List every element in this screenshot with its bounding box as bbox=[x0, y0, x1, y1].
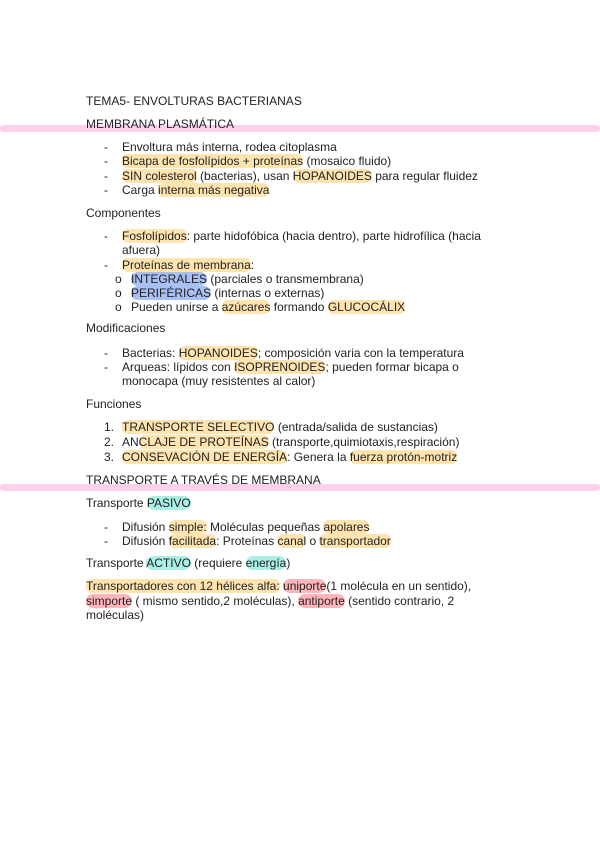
text: (internas o externas) bbox=[211, 286, 325, 300]
section-heading-componentes: Componentes bbox=[86, 206, 161, 220]
sub-list-item bbox=[131, 286, 324, 300]
list-item: Envoltura más interna, rodea citoplasma bbox=[122, 140, 337, 154]
text: Transporte bbox=[86, 496, 147, 510]
text: Bacterias: bbox=[122, 346, 179, 360]
text: o bbox=[306, 534, 320, 548]
highlight: antiporte bbox=[298, 594, 345, 608]
text: ( mismo sentido,2 moléculas), bbox=[132, 594, 299, 608]
text: Arqueas: lípidos con bbox=[122, 360, 235, 374]
bullet-dash: - bbox=[104, 140, 108, 154]
text: Difusión bbox=[122, 520, 169, 534]
text: formando bbox=[270, 300, 328, 314]
text: (sentido contrario, 2 bbox=[344, 594, 455, 608]
list-number: 2. bbox=[104, 435, 115, 449]
highlight: INTEGRALES bbox=[131, 272, 208, 286]
list-item bbox=[122, 169, 478, 183]
section-heading-membrana: MEMBRANA PLASMÁTICA bbox=[86, 117, 235, 131]
bullet-dash: - bbox=[104, 154, 108, 168]
text: : bbox=[250, 258, 255, 272]
sub-list-item bbox=[131, 300, 405, 314]
highlight: Bicapa de fosfolípidos + proteínas bbox=[122, 154, 304, 168]
highlight: Proteínas de membrana bbox=[122, 258, 251, 272]
text: Carga bbox=[122, 183, 159, 197]
subheading-activo bbox=[86, 556, 290, 570]
list-item-continuation: afuera) bbox=[122, 243, 161, 257]
text: (1 molécula en un sentido), bbox=[326, 579, 472, 593]
list-item bbox=[122, 435, 459, 449]
highlight: simporte bbox=[86, 594, 133, 608]
text: AN bbox=[122, 435, 139, 449]
list-item bbox=[122, 420, 438, 434]
highlight: Fosfolípidos bbox=[122, 229, 187, 243]
highlight: CONSEVACIÓN DE ENERGÍA bbox=[122, 450, 288, 464]
section-heading-modificaciones: Modificaciones bbox=[86, 321, 166, 335]
highlight: canal bbox=[277, 534, 307, 548]
highlight: PASIVO bbox=[146, 496, 191, 510]
bullet-circle: o bbox=[115, 272, 122, 286]
highlight: TRANSPORTE SELECTIVO bbox=[122, 420, 275, 434]
list-item-continuation: monocapa (muy resistentes al calor) bbox=[122, 374, 316, 388]
list-item bbox=[122, 183, 269, 197]
highlight: CLAJE DE PROTEÍNAS bbox=[138, 435, 269, 449]
text: para regular fluidez bbox=[371, 169, 478, 183]
highlight: HOPANOIDES bbox=[178, 346, 258, 360]
highlight: apolares bbox=[323, 520, 370, 534]
text: ; pueden formar bicapa o bbox=[325, 360, 459, 374]
paragraph-line: moléculas) bbox=[86, 608, 145, 622]
highlight: ACTIVO bbox=[146, 556, 191, 570]
highlight: PERIFÉRICAS bbox=[131, 286, 212, 300]
highlight: ISOPRENOIDES bbox=[234, 360, 326, 374]
text: Pueden unirse a bbox=[131, 300, 222, 314]
list-number: 1. bbox=[104, 420, 115, 434]
list-item bbox=[122, 229, 481, 243]
text: (parciales o transmembrana) bbox=[207, 272, 364, 286]
list-number: 3. bbox=[104, 450, 115, 464]
text: Difusión bbox=[122, 534, 169, 548]
text: (entrada/salida de sustancias) bbox=[274, 420, 438, 434]
list-item bbox=[122, 346, 464, 360]
section-heading-funciones: Funciones bbox=[86, 397, 142, 411]
highlight: uniporte bbox=[283, 579, 327, 593]
list-item bbox=[122, 154, 391, 168]
bullet-dash: - bbox=[104, 534, 108, 548]
bullet-dash: - bbox=[104, 183, 108, 197]
highlight: fuerza protón-motriz bbox=[349, 450, 458, 464]
bullet-dash: - bbox=[104, 346, 108, 360]
list-item bbox=[122, 534, 391, 548]
highlight: SIN colesterol bbox=[122, 169, 197, 183]
text: : parte hidofóbica (hacia dentro), parte hidrofílica (hacia bbox=[186, 229, 481, 243]
bullet-dash: - bbox=[104, 169, 108, 183]
sub-list-item bbox=[131, 272, 364, 286]
bullet-circle: o bbox=[115, 300, 122, 314]
text: Transporte bbox=[86, 556, 147, 570]
text: : Genera la bbox=[287, 450, 350, 464]
text: ; composición varia con la temperatura bbox=[257, 346, 464, 360]
highlight: facilitada bbox=[168, 534, 217, 548]
highlight: transportador bbox=[319, 534, 391, 548]
paragraph-line bbox=[86, 579, 471, 593]
bullet-dash: - bbox=[104, 258, 108, 272]
highlight: simple: bbox=[168, 520, 207, 534]
list-item bbox=[122, 520, 369, 534]
document-title: TEMA5- ENVOLTURAS BACTERIANAS bbox=[86, 94, 302, 108]
text: ) bbox=[286, 556, 291, 570]
bullet-circle: o bbox=[115, 286, 122, 300]
highlight: interna más negativa bbox=[158, 183, 270, 197]
text: (transporte,quimiotaxis,respiración) bbox=[268, 435, 460, 449]
highlight: HOPANOIDES bbox=[292, 169, 372, 183]
text: Moléculas pequeñas bbox=[206, 520, 324, 534]
text: : Proteínas bbox=[216, 534, 278, 548]
text: (bacterias), usan bbox=[196, 169, 293, 183]
text: (requiere bbox=[190, 556, 246, 570]
bullet-dash: - bbox=[104, 229, 108, 243]
highlight: azúcares bbox=[221, 300, 271, 314]
highlight: energía bbox=[245, 556, 287, 570]
section-heading-transporte: TRANSPORTE A TRAVÉS DE MEMBRANA bbox=[86, 473, 321, 487]
list-item bbox=[122, 258, 254, 272]
highlight: GLUCOCÁLIX bbox=[327, 300, 406, 314]
subheading-pasivo bbox=[86, 496, 191, 510]
bullet-dash: - bbox=[104, 360, 108, 374]
list-item bbox=[122, 360, 459, 374]
highlight: Transportadores con 12 hélices alfa: bbox=[86, 579, 280, 593]
text: (mosaico fluido) bbox=[303, 154, 392, 168]
bullet-dash: - bbox=[104, 520, 108, 534]
paragraph-line bbox=[86, 594, 454, 608]
list-item bbox=[122, 450, 457, 464]
